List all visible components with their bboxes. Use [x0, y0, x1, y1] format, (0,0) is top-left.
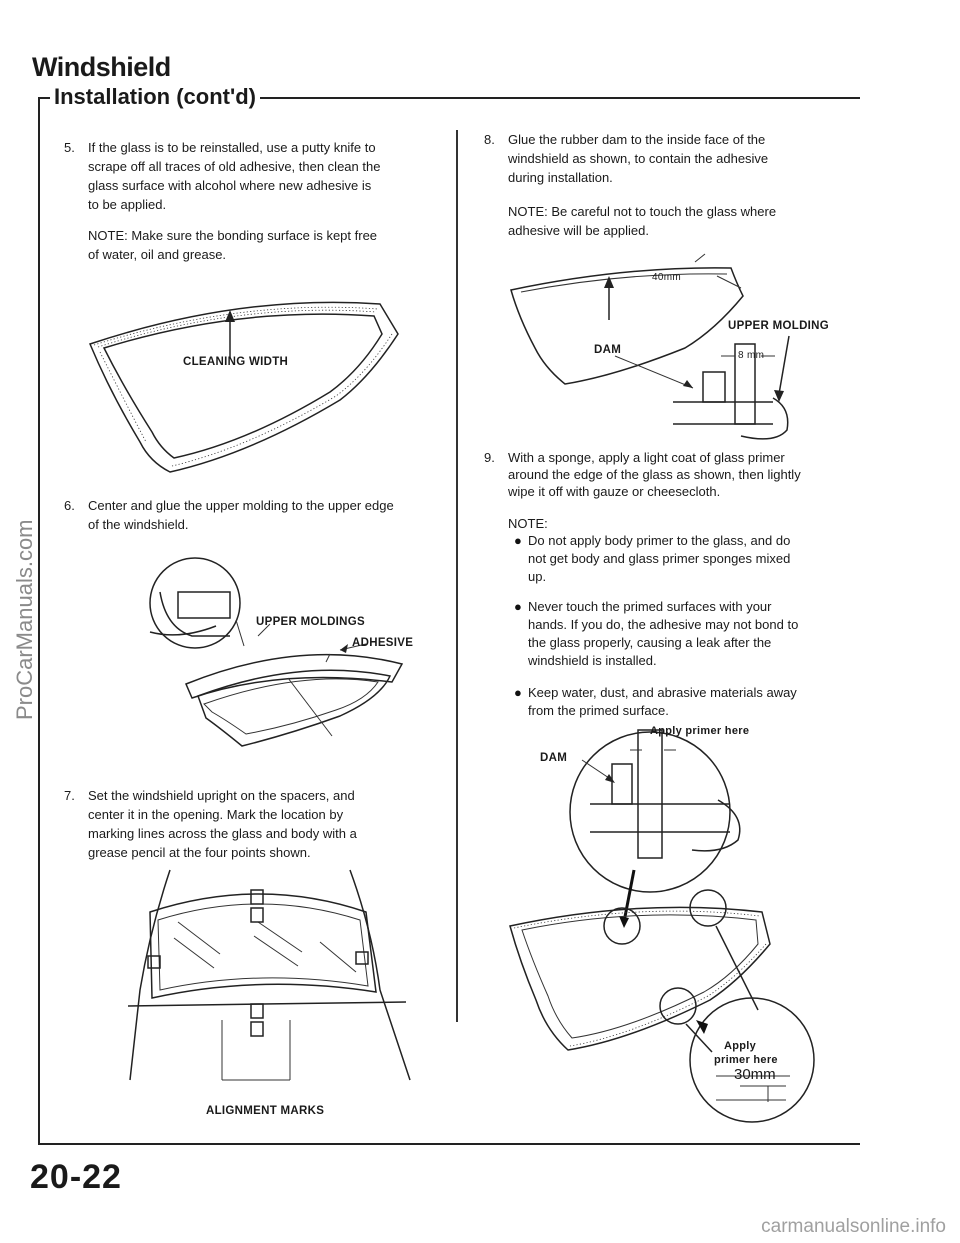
step-number: 9.	[484, 450, 495, 465]
upper-moldings-label: UPPER MOLDINGS	[256, 616, 365, 628]
bullet-line: hands. If you do, the adhesive may not bond to	[528, 617, 799, 632]
step-line: If the glass is to be reinstalled, use a putty knife to	[88, 140, 376, 155]
step-line: With a sponge, apply a light coat of glass primer	[508, 450, 785, 465]
watermark: ProCarManuals.com	[12, 519, 37, 720]
step-9	[484, 448, 854, 508]
note-line: of water, oil and grease.	[88, 247, 227, 262]
bullet-line: windshield is installed.	[528, 653, 657, 668]
bullet-line: up.	[528, 569, 547, 584]
bullet-icon: ●	[514, 533, 522, 548]
upper-molding-figure	[140, 558, 420, 758]
step-line: Set the windshield upright on the spacers, and	[88, 788, 355, 803]
bottom-frame-rule	[38, 1143, 860, 1145]
page-title: Windshield	[32, 52, 171, 82]
step-8-note	[508, 202, 858, 242]
step-line: to be applied.	[88, 197, 167, 212]
page-number: 20-22	[30, 1158, 122, 1196]
note-bullet-1	[514, 532, 854, 588]
adhesive-label: ADHESIVE	[352, 637, 414, 649]
step-number: 8.	[484, 132, 495, 147]
step-line: Glue the rubber dam to the inside face of the	[508, 132, 766, 147]
apply-primer-here-label-top: Apply primer here	[650, 725, 750, 737]
step-9-note-heading: NOTE:	[508, 516, 548, 531]
section-title: Installation (cont'd)	[50, 84, 260, 110]
bullet-icon: ●	[514, 599, 522, 614]
step-number: 7.	[64, 788, 75, 803]
note-line: NOTE: Be careful not to touch the glass where	[508, 204, 777, 219]
step-line: marking lines across the glass and body with a	[88, 826, 357, 841]
apply-primer-label-bottom-1: Apply	[724, 1040, 757, 1052]
dam-label-2: DAM	[540, 752, 568, 764]
upper-molding-label: UPPER MOLDING	[728, 320, 830, 332]
step-line: scrape off all traces of old adhesive, then clean the	[88, 159, 381, 174]
step-line: glass surface with alcohol where new adhesive is	[88, 178, 372, 193]
note-line: NOTE: Make sure the bonding surface is kept free	[88, 228, 378, 243]
windshield-cleaning-figure	[80, 282, 410, 482]
column-divider	[456, 130, 458, 1022]
cleaning-width-label: CLEANING WIDTH	[183, 356, 289, 368]
footer-watermark: carmanualsonline.info	[761, 1216, 946, 1237]
step-line: of the windshield.	[88, 517, 189, 532]
step-number: 6.	[64, 498, 75, 513]
dim-8mm-label: 8 mm	[738, 350, 765, 361]
bullet-icon: ●	[514, 685, 522, 700]
step-8	[484, 130, 854, 190]
note-bullet-3	[514, 684, 854, 722]
left-frame-rule	[38, 97, 40, 1145]
step-5	[64, 138, 434, 218]
step-line: wipe it off with gauze or cheesecloth.	[508, 484, 721, 499]
note-bullet-2	[514, 598, 854, 672]
bullet-line: not get body and glass primer sponges mixed	[528, 551, 791, 566]
apply-primer-label-bottom-2: primer here	[714, 1054, 778, 1066]
dim-30mm-label: 30mm	[734, 1066, 776, 1083]
bullet-line: Never touch the primed surfaces with your	[528, 599, 772, 614]
alignment-marks-label: ALIGNMENT MARKS	[206, 1105, 325, 1117]
note-line: adhesive will be applied.	[508, 223, 649, 238]
step-line: Center and glue the upper molding to the upper edge	[88, 498, 394, 513]
dam-label: DAM	[594, 344, 622, 356]
step-5-note	[88, 226, 438, 266]
bullet-line: Do not apply body primer to the glass, and do	[528, 533, 791, 548]
step-6	[64, 496, 434, 536]
alignment-marks-figure	[110, 870, 430, 1100]
bullet-line: Keep water, dust, and abrasive materials away	[528, 685, 797, 700]
step-line: windshield as shown, to contain the adhesive	[508, 151, 769, 166]
bullet-line: the glass properly, causing a leak after the	[528, 635, 772, 650]
step-line: grease pencil at the four points shown.	[88, 845, 311, 860]
bullet-line: from the primed surface.	[528, 703, 669, 718]
step-line: center it in the opening. Mark the location by	[88, 807, 344, 822]
step-7	[64, 786, 434, 866]
step-line: during installation.	[508, 170, 613, 185]
step-line: around the edge of the glass as shown, then lightly	[508, 467, 801, 482]
step-number: 5.	[64, 140, 75, 155]
dim-40mm-label: 40mm	[652, 272, 681, 283]
